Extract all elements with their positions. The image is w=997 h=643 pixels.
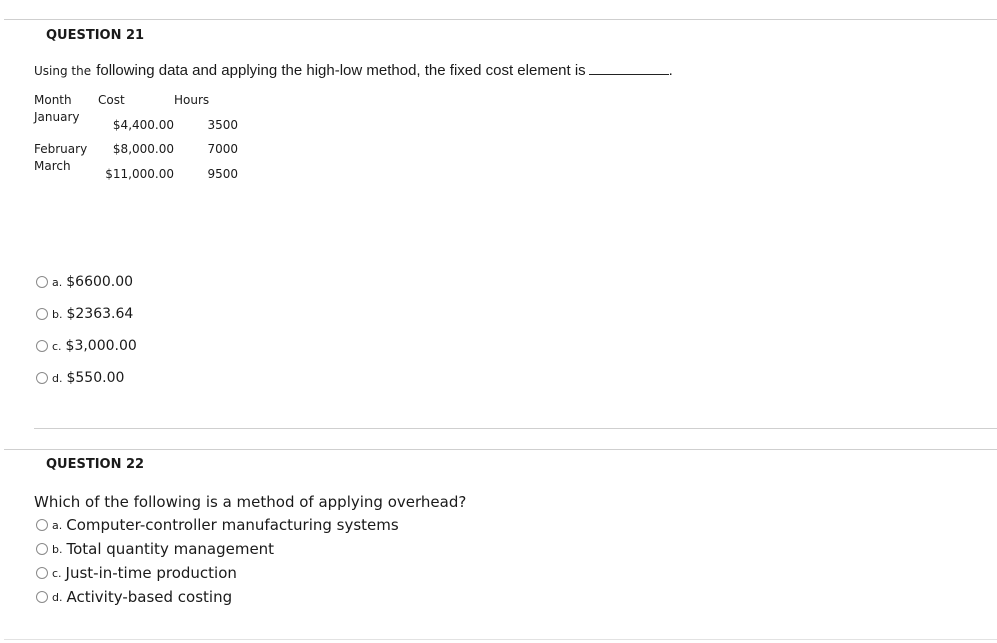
q22-option-d[interactable] [36, 588, 232, 606]
question-22-prompt: Which of the following is a method of applying overhead? [34, 493, 467, 511]
q22-option-b[interactable] [36, 540, 274, 558]
q22-option-a[interactable] [36, 516, 399, 534]
table-cell-cost: $8,000.00 [112, 142, 174, 156]
radio-button[interactable] [36, 519, 48, 531]
question-21-title: QUESTION 21 [46, 28, 145, 43]
table-cell-month: February [34, 142, 88, 156]
option-text: Activity-based costing [66, 588, 233, 606]
q21-option-c[interactable] [36, 338, 137, 354]
radio-button[interactable] [36, 276, 48, 288]
option-text: $550.00 [66, 370, 125, 386]
table-header-month: Month [34, 93, 72, 107]
option-letter: c. [52, 566, 62, 580]
option-text: Computer-controller manufacturing systems [66, 516, 399, 534]
table-cell-hours: 3500 [207, 118, 238, 132]
option-letter: d. [52, 590, 63, 604]
table-cell-month: March [34, 159, 71, 173]
q22-option-c[interactable] [36, 564, 237, 582]
question-21-prompt [34, 60, 673, 79]
table-header-hours: Hours [174, 93, 210, 107]
table-cell-hours: 7000 [207, 142, 238, 156]
question-divider [4, 449, 997, 450]
q21-option-d[interactable] [36, 370, 124, 386]
option-text: $3,000.00 [65, 338, 137, 354]
option-text: Total quantity management [66, 540, 275, 558]
radio-button[interactable] [36, 567, 48, 579]
option-text: $6600.00 [66, 274, 134, 290]
prompt-lead: Using the [34, 64, 92, 78]
q21-option-b[interactable] [36, 306, 133, 322]
top-divider [4, 19, 997, 20]
option-letter: b. [52, 307, 63, 321]
option-letter: b. [52, 542, 63, 556]
table-header-cost: Cost [98, 93, 125, 107]
prompt-end: . [668, 62, 673, 79]
radio-button[interactable] [36, 591, 48, 603]
radio-button[interactable] [36, 372, 48, 384]
option-letter: a. [52, 518, 63, 532]
option-text: Just-in-time production [65, 564, 237, 582]
table-cell-month: January [34, 110, 80, 124]
radio-button[interactable] [36, 543, 48, 555]
option-letter: c. [52, 339, 62, 353]
answer-divider [34, 428, 997, 429]
option-text: $2363.64 [66, 306, 134, 322]
bottom-divider [4, 639, 997, 640]
question-22-title: QUESTION 22 [46, 457, 145, 472]
table-cell-cost: $4,400.00 [112, 118, 174, 132]
prompt-text: following data and applying the high-low method, the fixed cost element is [96, 62, 586, 79]
radio-button[interactable] [36, 308, 48, 320]
q21-option-a[interactable] [36, 274, 133, 290]
option-letter: d. [52, 371, 63, 385]
answer-blank [589, 62, 669, 75]
option-letter: a. [52, 275, 63, 289]
table-cell-cost: $11,000.00 [105, 167, 174, 181]
radio-button[interactable] [36, 340, 48, 352]
table-cell-hours: 9500 [207, 167, 238, 181]
